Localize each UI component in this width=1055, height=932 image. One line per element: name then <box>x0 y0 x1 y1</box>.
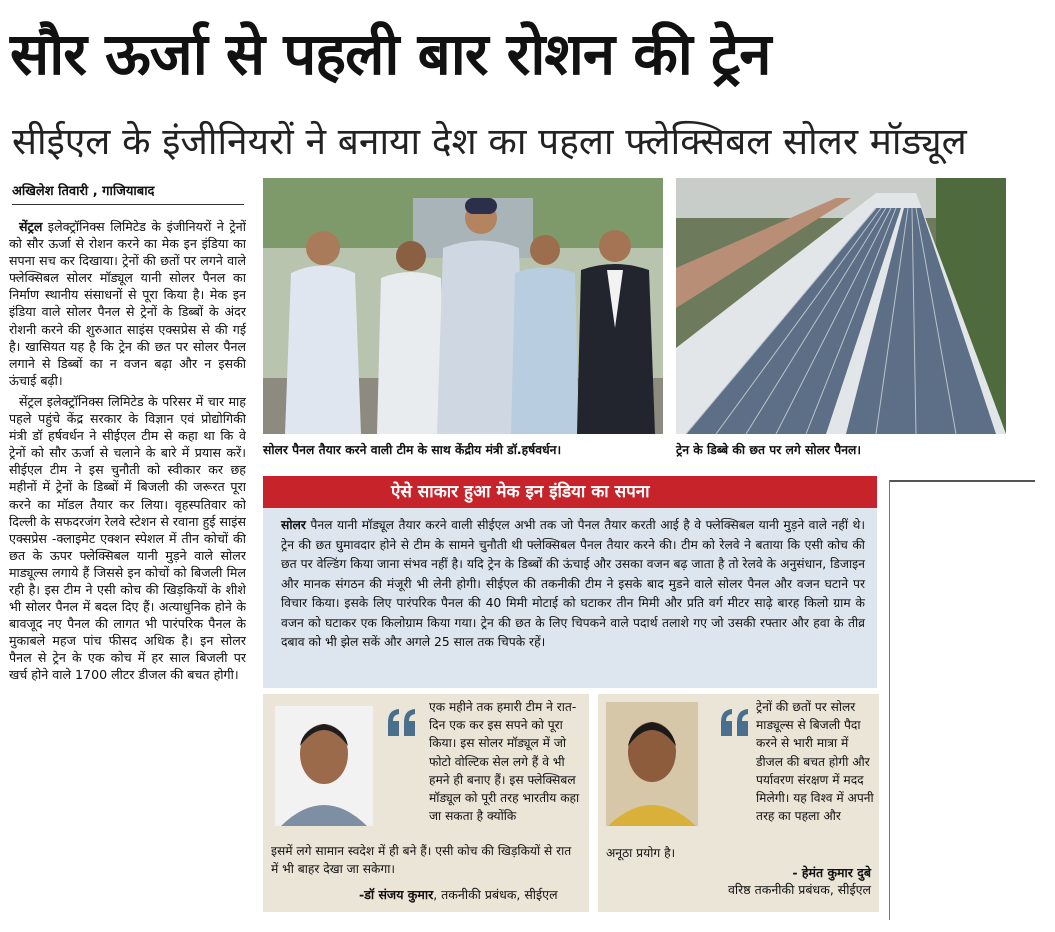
quote-card-1 <box>263 694 589 912</box>
article-body <box>9 218 246 918</box>
box-lead-word: सोलर <box>281 518 306 532</box>
box-body <box>263 508 877 688</box>
quote-2-text-bottom: अनूठा प्रयोग है। <box>606 846 676 860</box>
quote-1-signature <box>359 886 558 903</box>
quote-1-designation: , तकनीकी प्रबंधक, सीईएल <box>433 887 558 902</box>
body-paragraph-1 <box>9 218 246 389</box>
portrait-photo-2 <box>606 702 698 826</box>
quote-mark-icon <box>385 706 419 744</box>
quote-1-text-top: एक महीने तक हमारी टीम ने रात-दिन एक कर इस सपने को पूरा किया। इस सोलर मॉड्यूल में जो फोटो वोल्टिक सेल लगे हैं वे भी हमने ही बनाए हैं। इस फ्लेक्सिबल मॉड्यूल को पूरी तरह भारतीय कहा जा सकता है क्योंकि <box>429 700 580 824</box>
train-roof-illustration <box>676 178 1006 434</box>
quote-2-designation: वरिष्ठ तकनीकी प्रबंधक, सीईएल <box>727 882 871 897</box>
quote-card-2 <box>598 694 879 912</box>
box-paragraph-text: पैनल यानी मॉड्यूल तैयार करने वाली सीईएल अभी तक जो पैनल तैयार करती आई है वे फ्लेक्सिबल यानी मुड़ने वाले नहीं थे। ट्रेन की छत घुमावदार होने से टीम के सामने चुनौती थी फ्लेक्सिबल पैनल तैयार करने की। टीम को रेलवे ने बताया कि एसी कोच की छत पर वेल्डिंग किया जाना संभव नहीं है। यदि ट्रेन के डिब्बों की ऊंचाई और उसका वजन बढ़ जाता है तो रेलवे के अनुसंधान, डिजाइन और मानक संगठन की मंजूरी भी लेनी होगी। सीईएल की तकनीकी टीम ने इसके बाद मुडने वाले सोलर पैनल और वजन घटाने पर विचार किया। इसके लिए पारंपरिक पैनल की 40 मिमी मोटाई को घटाकर तीन मिमी और प्रति वर्ग मीटर साढ़े बारह किलो ग्राम के वजन को घटाकर एक किलोग्राम किया गया। ट्रेन की छत के लिए चिपकने वाले पदार्थ तलाशे गए जो उसकी रफ्तार और हवा के तीव्र दबाव को भी झेल सकें और अगले 25 साल तक चिपके रहें। <box>281 518 865 649</box>
train-roof-photo <box>676 178 1006 434</box>
body-paragraph-1-text: इलेक्ट्रॉनिक्स लिमिटेड के इंजीनियरों ने ट्रेनों को सौर ऊर्जा से रोशन करने का मेक इन इंडिया का सपना सच कर दिखाया। ट्रेनों की छतों पर लगने वाले फ्लेक्सिबल सोलर मॉड्यूल यानी सोलर पैनल का निर्माण स्थानीय संसाधनों से पूरा किया है। मेक इन इंडिया वाले सोलर पैनल से ट्रेनों के डिब्बों के अंदर रोशनी करने की शुरुआत साइंस एक्सप्रेस से की गई है। खासियत यह है कि ट्रेन की छत पर सोलर पैनल लगाने से डिब्बों का न वजन बढ़ा और न इसकी ऊंचाई बढ़ी। <box>9 219 246 388</box>
box-paragraph <box>281 516 865 653</box>
portrait-photo-1 <box>275 706 373 826</box>
body-lead-word: सेंट्रल <box>19 219 43 234</box>
team-photo-illustration <box>263 178 663 434</box>
team-photo <box>263 178 663 434</box>
quote-1-name: -डॉ संजय कुमार <box>359 887 434 902</box>
subheadline: सीईएल के इंजीनियरों ने बनाया देश का पहला फ्लेक्सिबल सोलर मॉड्यूल <box>12 120 967 163</box>
quote-1-text-bottom: इसमें लगे सामान स्वदेश में ही बने हैं। एसी कोच की खिड़कियों से रात में भी बाहर देखा जा सकेगा। <box>271 844 572 877</box>
byline: अखिलेश तिवारी , गाजियाबाद <box>12 181 244 205</box>
photo-caption-2: ट्रेन के डिब्बे की छत पर लगे सोलर पैनल। <box>676 443 862 457</box>
photo-caption-1: सोलर पैनल तैयार करने वाली टीम के साथ केंद्रीय मंत्री डॉ.हर्षवर्धन। <box>263 443 562 457</box>
body-paragraph-2: सेंट्रल इलेक्ट्रॉनिक्स लिमिटेड के परिसर में चार माह पहले पहुंचे केंद्र सरकार के विज्ञान एवं प्रोद्योगिकी मंत्री डॉ हर्षवर्धन ने सीईएल टीम से कहा था कि वे ट्रेनों को सौर ऊर्जा से चलाने के बारे में प्रयास करें। सीईएल टीम ने इस चुनौती को स्वीकार कर छह महीनों में ट्रेनों के डिब्बों में बिजली की जरूरत पूरा करने का मॉडल तैयार कर लिया। वृहस्पतिवार को दिल्ली के सफदरजंग रेलवे स्टेशन से रवाना हुई साइंस एक्सप्रेस -क्लाइमेट एक्शन स्पेशल में तीन कोचों की छत के ऊपर फ्लेक्सिबल यानी मुड़ने वाले सोलर माड्यूल्स लगाये हैं जिससे इन कोचों को बिजली मिल रही है। इस टीम ने एसी कोच की खिड़कियों के शीशे भी सोलर पैनल में बदल दिए हैं। अत्याधुनिक होने के बावजूद नए पैनल की लागत भी पारंपरिक पैनल के मुकाबले महज पांच फीसद अधिक है। इन सोलर पैनल से ट्रेन के एक कोच में हर साल बिजली पर खर्च होने वाले 1700 लीटर डीजल की बचत होगी। <box>9 393 246 683</box>
headline: सौर ऊर्जा से पहली बार रोशन की ट्रेन <box>10 20 771 88</box>
quote-2-signature <box>728 864 871 898</box>
quote-2-text-top: ट्रेनों की छतों पर सोलर माड्यूल्स से बिजली पैदा करने से भारी मात्रा में डीजल की बचत होगी और पर्यावरण संरक्षण में मदद मिलेगी। यह विश्व में अपनी तरह का पहला और <box>756 700 874 824</box>
quote-2-name: - हेमंत कुमार दुबे <box>792 865 871 880</box>
right-column-rule <box>889 480 1035 482</box>
box-banner: ऐसे साकार हुआ मेक इन इंडिया का सपना <box>263 476 877 508</box>
right-column-divider <box>889 480 890 920</box>
